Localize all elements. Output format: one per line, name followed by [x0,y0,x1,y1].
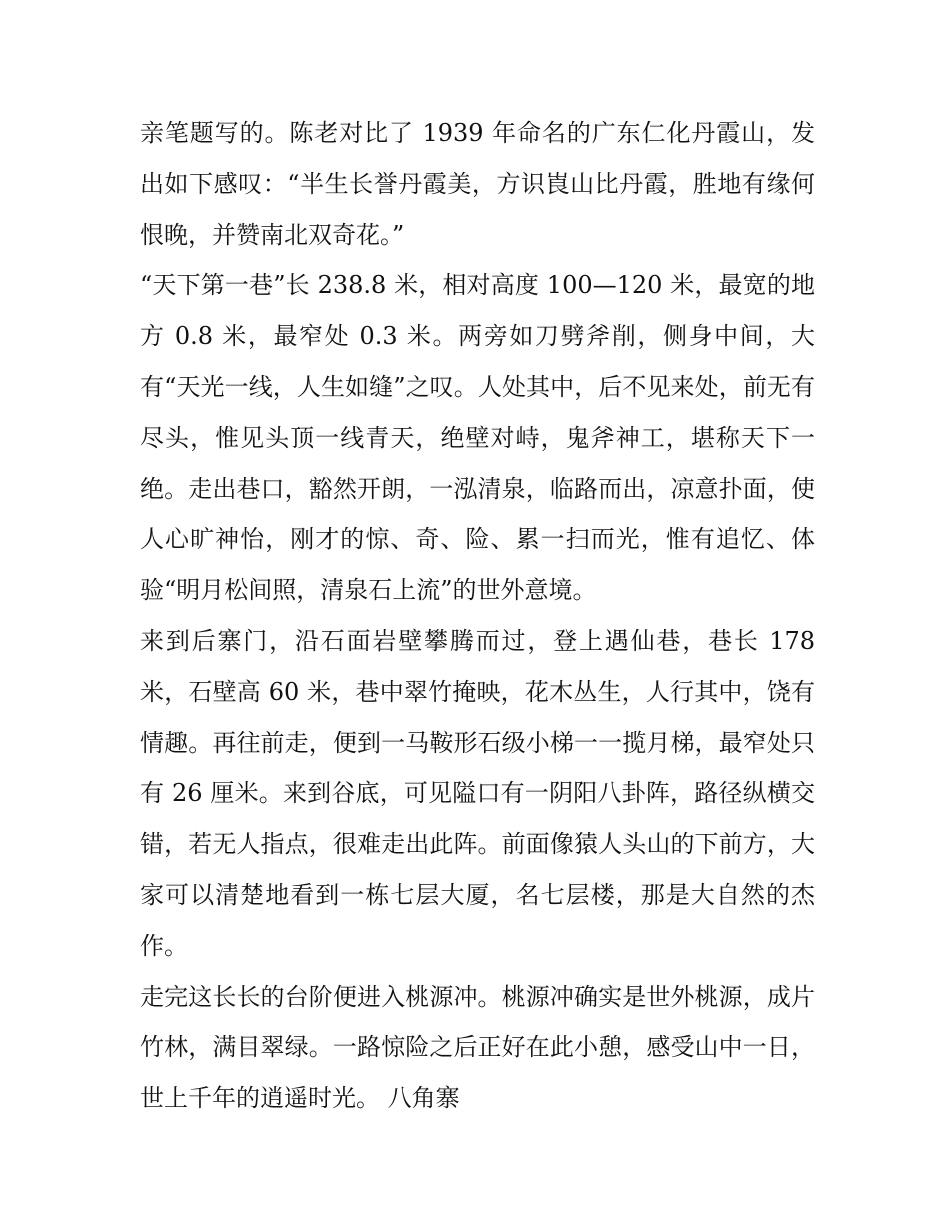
paragraph-taoyuan-chong: 走完这长长的台阶便进入桃源冲。桃源冲确实是世外桃源，成片竹林，满目翠绿。一路惊险之后正好在此小憩，感受山中一日，世上千年的逍遥时光。 八角寨 [140,982,815,1113]
paragraph-tianxia-diyi-xiang: “天下第一巷”长 238.8 米，相对高度 100—120 米，最宽的地方 0.8 米，最窄处 0.3 米。两旁如刀劈斧削，侧身中间，大有“天光一线，人生如缝”之叹。人处其中，后不见来处，前无有尽头，惟见头顶一线青天，绝壁对峙，鬼斧神工，堪称天下一绝。走出巷口，豁然开朗，一泓清泉，临路而出，凉意扑面，使人心旷神怡，刚才的惊、奇、险、累一扫而光，惟有追忆、体验“明月松间照，清泉石上流”的世外意境。 [140,271,815,605]
paragraph-yuxian-xiang: 来到后寨门，沿石面岩壁攀腾而过，登上遇仙巷，巷长 178 米，石壁高 60 米，巷中翠竹掩映，花木丛生，人行其中，饶有情趣。再往前走，便到一马鞍形石级小梯一一揽月梯，最窄处只有 26 厘米。来到谷底，可见隘口有一阴阳八卦阵，路径纵横交错，若无人指点，很难走出此阵。前面像猿人头山的下前方，大家可以清楚地看到一栋七层大厦，名七层楼，那是大自然的杰作。 [140,626,815,960]
document-page [140,108,815,1124]
paragraph-chen-lao: 亲笔题写的。陈老对比了 1939 年命名的广东仁化丹霞山，发出如下感叹：“半生长誉丹霞美，方识崀山比丹霞，胜地有缘何恨晚，并赞南北双奇花。” [140,119,815,249]
